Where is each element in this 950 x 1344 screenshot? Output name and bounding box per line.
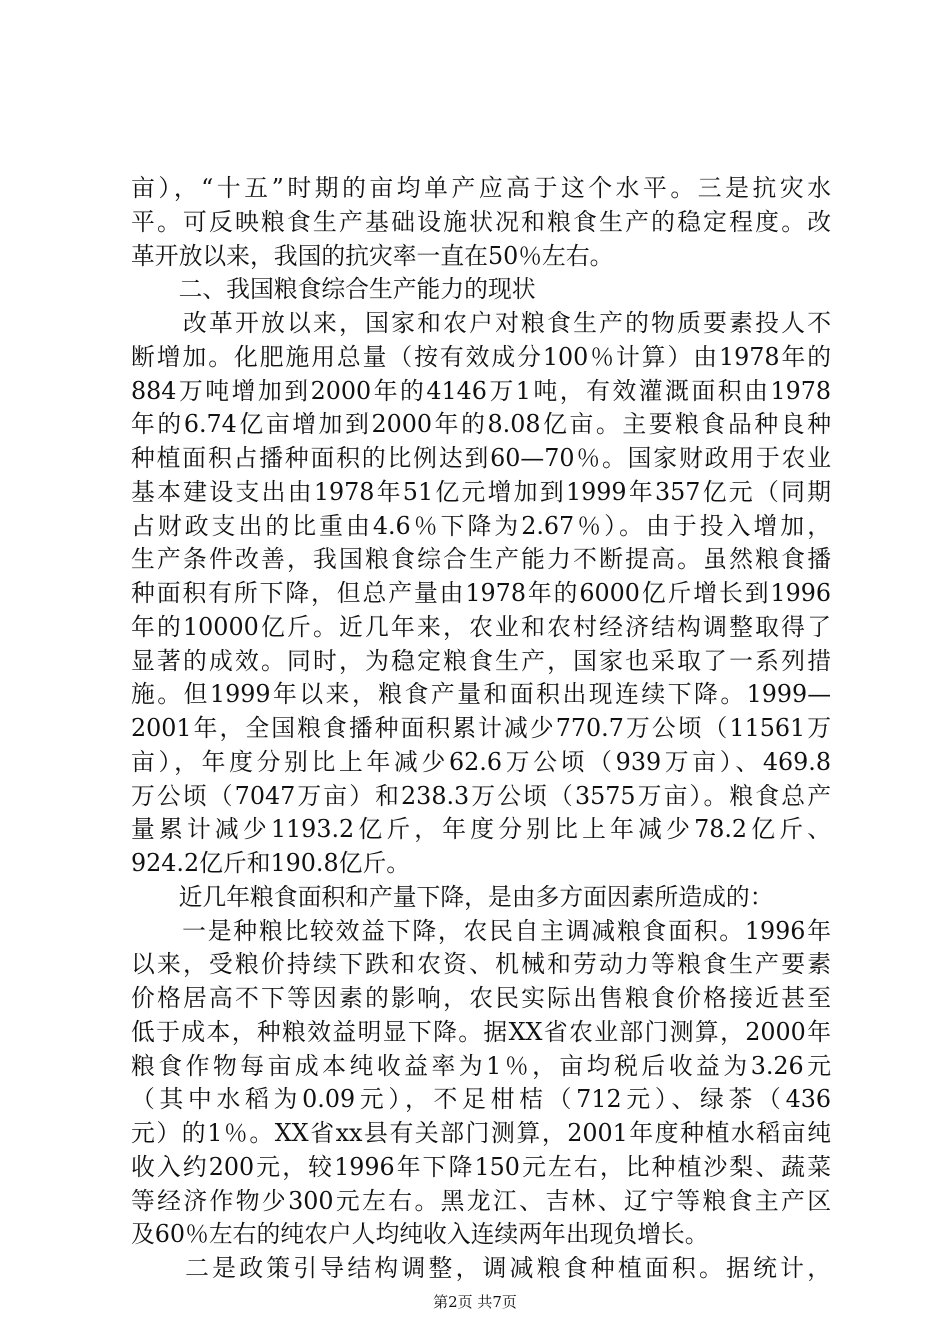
body-text-line: 近几年粮食面积和产量下降，是由多方面因素所造成的： [131, 883, 774, 911]
body-text-line: 平。可反映粮食生产基础设施状况和粮食生产的稳定程度。改 [131, 208, 831, 236]
body-text-line: 二是政策引导结构调整，调减粮食种植面积。据统计， [131, 1254, 831, 1282]
body-text-line: 生产条件改善，我国粮食综合生产能力不断提高。虽然粮食播 [131, 545, 831, 573]
body-text-line: 亩），年度分别比上年减少62.6万公顷（939万亩）、469.8 [131, 748, 831, 776]
body-text-line: 改革开放以来，国家和农户对粮食生产的物质要素投人不 [131, 309, 831, 337]
body-text-line: 种植面积占播种面积的比例达到60—70％。国家财政用于农业 [131, 444, 831, 472]
body-text-line: 及60％左右的纯农户人均纯收入连续两年出现负增长。 [131, 1220, 709, 1248]
body-text-line: 占财政支出的比重由4.6％下降为2.67％）。由于投入增加， [131, 512, 831, 540]
body-text-line: 2001年，全国粮食播种面积累计减少770.7万公顷（11561万 [131, 714, 831, 742]
body-text-line: 粮食作物每亩成本纯收益率为1％，亩均税后收益为3.26元 [131, 1052, 831, 1080]
body-text-line: 年的6.74亿亩增加到2000年的8.08亿亩。主要粮食品种良种 [131, 410, 831, 438]
body-text-line: 低于成本，种粮效益明显下降。据XX省农业部门测算，2000年 [131, 1018, 831, 1046]
body-text-line: 种面积有所下降，但总产量由1978年的6000亿斤增长到1996 [131, 579, 831, 607]
body-text-line: 断增加。化肥施用总量（按有效成分100％计算）由1978年的 [131, 343, 831, 371]
body-text-line: 革开放以来，我国的抗灾率一直在50％左右。 [131, 242, 614, 270]
body-text-line: 收入约200元，较1996年下降150元左右，比种植沙梨、蔬菜 [131, 1153, 831, 1181]
body-text-line: 亩），“十五”时期的亩均单产应高于这个水平。三是抗灾水 [131, 174, 831, 202]
body-text-line: 元）的1％。XX省xx县有关部门测算，2001年度种植水稻亩纯 [131, 1119, 831, 1147]
body-text-line: 一是种粮比较效益下降，农民自主调减粮食面积。1996年 [131, 917, 831, 945]
body-text-line: 以来，受粮价持续下跌和农资、机械和劳动力等粮食生产要素 [131, 950, 831, 978]
body-text-line: 884万吨增加到2000年的4146万1吨，有效灌溉面积由1978 [131, 377, 831, 405]
body-text-line: 量累计减少1193.2亿斤，年度分别比上年减少78.2亿斤、 [131, 815, 831, 843]
body-text-line: 等经济作物少300元左右。黑龙江、吉林、辽宁等粮食主产区 [131, 1187, 831, 1215]
body-text-line: 价格居高不下等因素的影响，农民实际出售粮食价格接近甚至 [131, 984, 831, 1012]
body-text-line: 施。但1999年以来，粮食产量和面积出现连续下降。1999— [131, 680, 831, 708]
body-text-line: 基本建设支出由1978年51亿元增加到1999年357亿元（同期 [131, 478, 831, 506]
body-text-line: 年的10000亿斤。近几年来，农业和农村经济结构调整取得了 [131, 613, 831, 641]
body-text-line: 万公顷（7047万亩）和238.3万公顷（3575万亩）。粮食总产 [131, 782, 831, 810]
body-text-line: （其中水稻为0.09元），不足柑桔（712元）、绿茶（436 [131, 1085, 831, 1113]
section-heading: 二、我国粮食综合生产能力的现状 [131, 275, 536, 303]
body-text-line: 显著的成效。同时，为稳定粮食生产，国家也采取了一系列措 [131, 647, 831, 675]
body-text-line: 924.2亿斤和190.8亿斤。 [131, 849, 411, 877]
page-footer: 第2页 共7页 [433, 1293, 517, 1311]
